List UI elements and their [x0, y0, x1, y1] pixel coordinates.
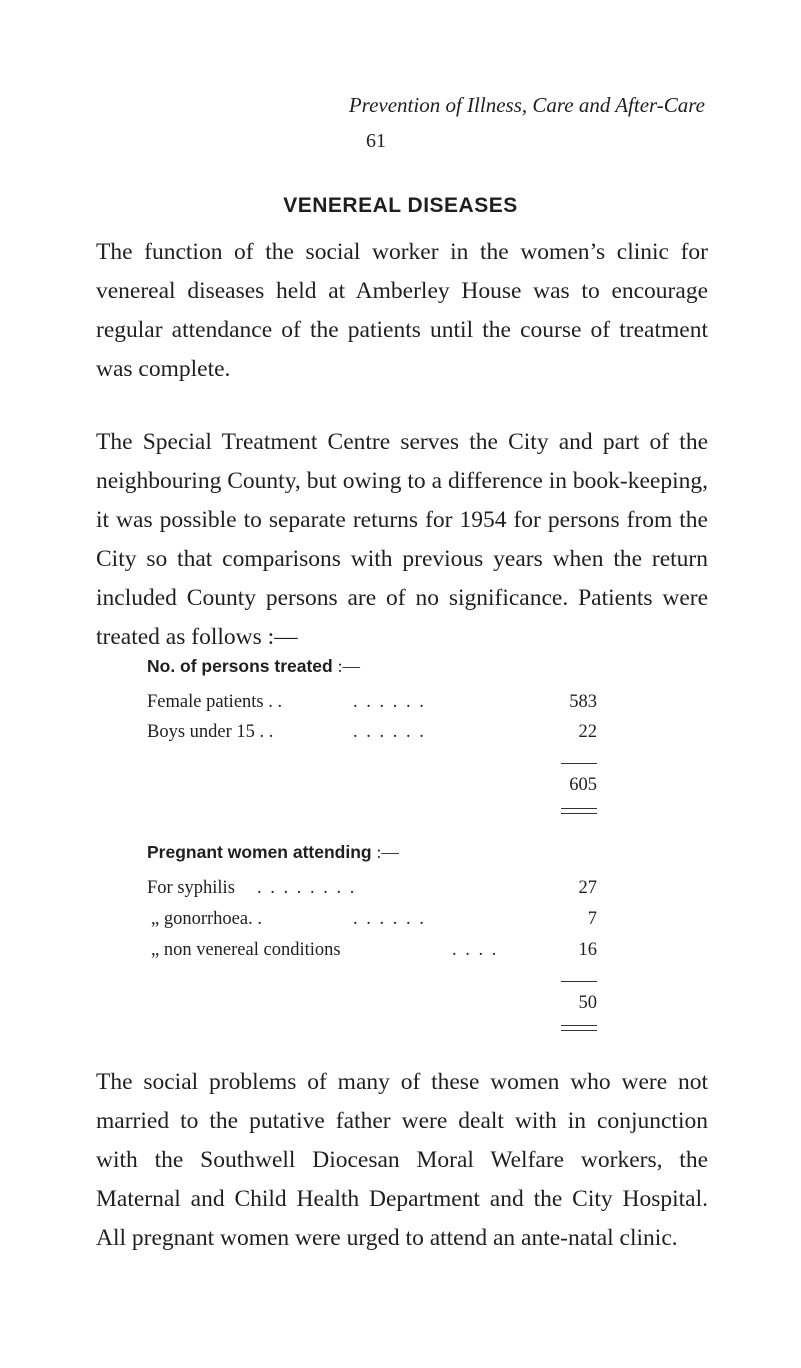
row-leader-dots: . . . . . . — [353, 909, 426, 929]
running-title: Prevention of Illness, Care and After-Care — [348, 93, 705, 117]
table1-total: 605 — [569, 775, 597, 795]
row-label: „ gonorrhoea. . — [151, 909, 262, 929]
paragraph-intro: The function of the social worker in the women’s clinic for venereal diseases held at Amberley House was to encourage regular attendance of the patients until the course of treatment was complete. — [96, 239, 708, 382]
row-leader-dots: . . . . . . . . — [257, 878, 357, 898]
row-label: Boys under 15 . . — [147, 722, 274, 742]
paragraph-social-problems: The social problems of many of these women who were not married to the putative father were dealt with in conjunction with the Southwell Diocesan Moral Welfare workers, the Maternal and Child Health Department and the City Hospital. All pregnant women were urged to attend an ante-natal clinic. — [96, 1069, 708, 1251]
table2-heading-text: Pregnant women attending — [147, 842, 372, 862]
row-label: For syphilis — [147, 878, 235, 898]
row-leader-dots: . . . . — [452, 940, 499, 960]
row-label: Female patients . . — [147, 692, 283, 712]
total-double-rule — [561, 808, 597, 814]
row-value: 7 — [587, 909, 597, 929]
table-row — [147, 937, 597, 963]
total-double-rule — [561, 1025, 597, 1031]
row-value: 22 — [578, 722, 597, 742]
subtotal-rule — [561, 981, 597, 982]
table-row — [147, 689, 597, 715]
row-value: 16 — [578, 940, 597, 960]
table-row — [147, 719, 597, 745]
table2-heading — [147, 842, 399, 863]
page-number: 61 — [366, 130, 386, 152]
row-value: 583 — [569, 692, 597, 712]
paragraph-treatment-centre: The Special Treatment Centre serves the City and part of the neighbouring County, but owing to a difference in book-keeping, it was possible to separate returns for 1954 for persons from the City so that comparisons with previous years when the return included County persons are of no significance. Patients were treated as follows :— — [96, 429, 708, 650]
table2-heading-suffix: :— — [376, 842, 399, 862]
table-row — [147, 906, 597, 932]
section-title: VENEREAL DISEASES — [283, 194, 518, 217]
row-label: „ non venereal conditions — [151, 940, 341, 960]
row-leader-dots: . . . . . . — [353, 692, 426, 712]
table1-heading-suffix: :— — [337, 656, 360, 676]
table1-heading — [147, 656, 360, 677]
row-leader-dots: . . . . . . — [353, 722, 426, 742]
table1-heading-text: No. of persons treated — [147, 656, 333, 676]
subtotal-rule — [561, 763, 597, 764]
table-row — [147, 875, 597, 901]
row-value: 27 — [578, 878, 597, 898]
table2-total: 50 — [578, 993, 597, 1013]
